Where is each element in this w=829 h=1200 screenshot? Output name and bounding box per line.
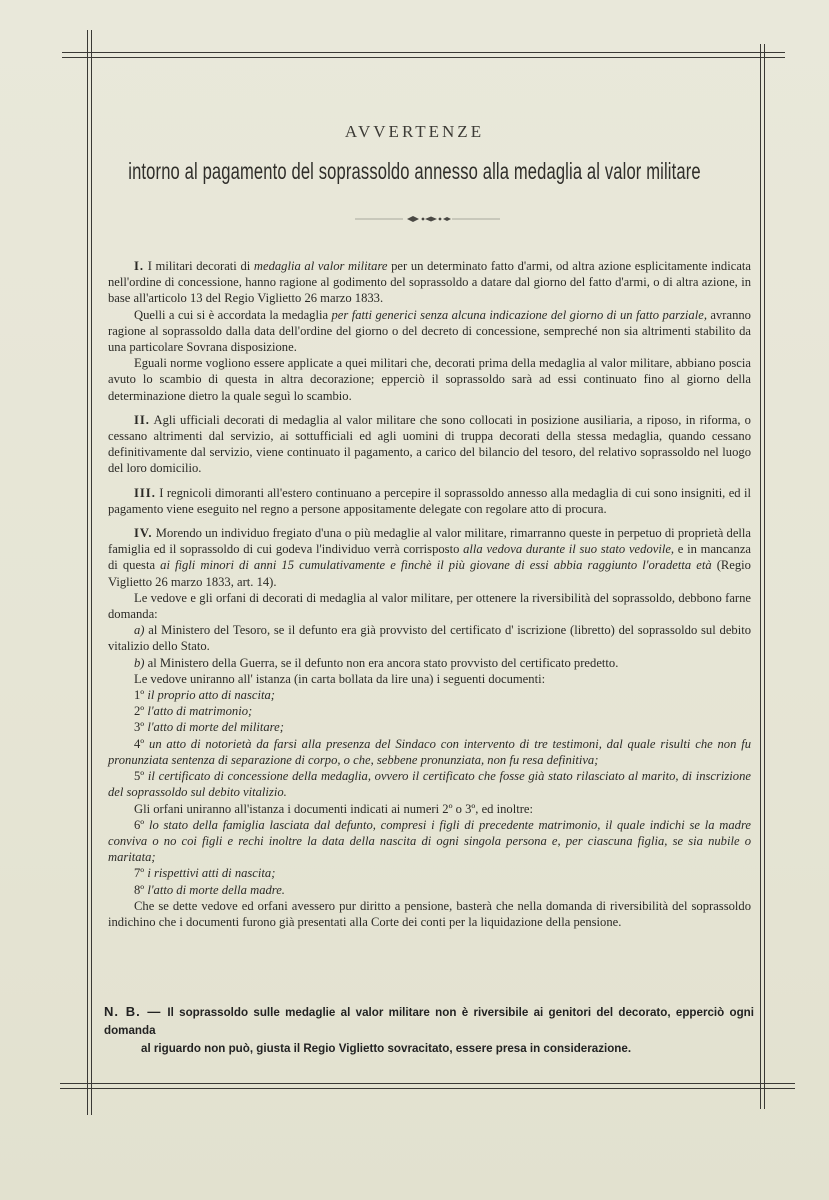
text-run: I militari decorati di [147,259,254,273]
text-run: Morendo un individuo fregiato d'una o più medaglie al valor militare, rimarranno queste in perpetuo di proprietà della famiglia ed il soprassoldo di cui godeva l'individuo verrà corrisposto [108,526,752,557]
document-body [108,258,751,930]
text-run: Quelli a cui si è accordata la medaglia [134,307,332,322]
section-number: II. [134,412,150,427]
text-run: Il soprassoldo sulle medaglie al valor militare non è riversibile ai genitori del decorato, epperciò ogni domanda [104,1006,754,1037]
list-item-number: 3º [134,720,145,735]
list-item-text: lo stato della famiglia lasciata dal defunto, compresi i figli di precedente matrimonio, il quale indichi se la madre conviva o no coi figli e rechi inoltre la data della nascita di ogni singola persona e, per ciascuna figlia, se sia nubile o maritata; [108,817,751,865]
list-item-text: il proprio atto di nascita; [147,688,275,703]
section-number: IV. [134,526,153,541]
right-border-outer [760,44,761,1109]
text-run: al Ministero della Guerra, se il defunto non era ancora stato provvisto del certificato predetto. [144,655,619,670]
bottom-border-outer [60,1083,795,1084]
document-list-item [108,865,751,881]
section-3-paragraph [108,485,751,517]
list-item-text: l'atto di morte del militare; [147,720,284,735]
list-item-text: i rispettivi atti di nascita; [147,866,276,881]
section-4-item-b [108,655,751,671]
list-item-number: 2º [134,704,145,719]
list-item-number: 7º [134,866,145,881]
document-list-item [108,768,751,800]
italic-text-run: per fatti generici senza alcuna indicazione del giorno di un fatto parziale, [331,307,707,322]
item-letter: b) [134,655,145,670]
item-letter: a) [134,623,145,638]
orphan-documents-list [108,817,751,898]
section-4-paragraph-2: Le vedove e gli orfani di decorati di medaglia al valor militare, per ottenere la riversibilità del soprassoldo, debbono farne domanda: [108,590,751,622]
section-1-paragraph-1 [108,258,751,307]
section-1-paragraph-3: Eguali norme vogliono essere applicate a quei militari che, decorati prima della medaglia al valor militare, abbiano poscia avuto lo scambio di questa in altra decorazione; epperciò il soprassoldo sarà ad essi continuato fino al giorno della determinazione dietro la quale seguì lo scambio. [108,356,751,403]
left-border-outer [87,30,88,1115]
ornament-divider-icon [355,215,500,223]
section-1-paragraph-2 [108,307,751,356]
section-4-item-a [108,622,751,654]
document-list-item [108,687,751,703]
italic-text-run: medaglia al valor militare [253,259,388,273]
list-item-text: il certificato di concessione della medaglia, ovvero il certificato che fosse già stato rilasciato al marito, di inscrizione del soprassoldo sul debito vitalizio. [108,769,751,800]
section-2-paragraph [108,412,751,477]
document-list-item [108,703,751,719]
text-run: per un determinato fatto d'armi, od altra azione esplicitamente indicata nell'ordine di concessione, hanno ragione al godimento del soprassoldo a datare dal giorno del fatto d'armi, o di altra azione, in base all'articolo 13 del Regio Viglietto 26 marzo 1833. [108,259,751,306]
list-item-text: l'atto di morte della madre. [147,882,285,897]
text-run: I regnicoli dimoranti all'estero continuano a percepire il soprassoldo annesso alla medaglia di cui sono insigniti, ed il pagamento viene eseguito nel regno a persone appositamente delegate con regolare atto di procura. [108,485,751,516]
section-number: I. [134,259,145,273]
document-list-item [108,817,751,866]
nota-bene-line-2: al riguardo non può, giusta il Regio Viglietto sovracitato, essere presa in considerazione. [141,1042,632,1055]
right-border-inner [764,44,765,1109]
text-run: al Ministero del Tesoro, se il defunto era già provvisto del certificato d' iscrizione (libretto) del soprassoldo sul debito vitalizio dello Stato. [108,623,751,654]
text-run: (Regio Viglietto 26 marzo 1833, art. 14). [108,558,751,589]
bottom-border-inner [60,1088,795,1089]
list-item-text: l'atto di matrimonio; [147,704,253,719]
document-title: AVVERTENZE [344,122,485,141]
widow-documents-list [108,687,751,800]
text-run: avranno ragione al soprassoldo dalla data dell'ordine del giorno o del decreto di concessione, sempreché non sia altrimenti stabilito da una particolare Sovrana disposizione. [108,307,751,355]
left-border-inner [91,30,92,1115]
section-4-paragraph-3: Le vedove uniranno all' istanza (in carta bollata da lire una) i seguenti documenti: [134,671,546,686]
text-run: Agli ufficiali decorati di medaglia al valor militare che sono collocati in posizione ausiliaria, a riposo, in riforma, o cessano altrimenti dal servizio, ai sottufficiali ed agli uomini di truppa decorati della stessa medaglia, quando cessano definitivamente dal servizio, viene continuato il pagamento, a carico del bilancio del tesoro, del relativo soprassoldo nel luogo del loro domicilio. [108,412,751,476]
nota-bene [104,1003,754,1058]
list-item-number: 1º [134,688,145,703]
list-item-number: 6º [134,817,145,832]
document-list-item [108,719,751,735]
list-item-text: un atto di notorietà da farsi alla presenza del Sindaco con intervento di tre testimoni, dal quale risulti che non fu pronunziata sentenza di separazione di corpo, o che, sebbene pronunziata, non fu resa definitiva; [108,736,751,767]
italic-text-run: alla vedova durante il suo stato vedovile, [463,542,675,557]
list-item-number: 4º [134,736,145,751]
document-subtitle: intorno al pagamento del soprassoldo annesso alla medaglia al valor militare [128,158,701,184]
top-border-outer [62,52,785,53]
section-4-paragraph-1 [108,525,751,590]
nota-bene-line-1 [104,1003,754,1040]
document-list-item [108,882,751,898]
top-border-inner [62,57,785,58]
list-item-number: 5º [134,769,145,784]
list-item-number: 8º [134,882,145,897]
section-4-paragraph-5: Che se dette vedove ed orfani avessero pur diritto a pensione, basterà che nella domanda di riversibilità del soprassoldo indichino che i documenti furono già presentati alla Corte dei conti per la liquidazione della pensione. [108,898,751,929]
section-4-paragraph-4: Gli orfani uniranno all'istanza i documenti indicati ai numeri 2º o 3º, ed inoltre: [134,801,533,816]
nota-bene-label: N. B. — [104,1004,162,1019]
document-list-item [108,736,751,768]
section-number: III. [134,485,156,500]
text-run: e in mancanza di questa [108,542,751,573]
italic-text-run: ai figli minori di anni 15 cumulativamente e finchè il più giovane di essi abbia raggiunto l'oradetta età [160,558,712,573]
